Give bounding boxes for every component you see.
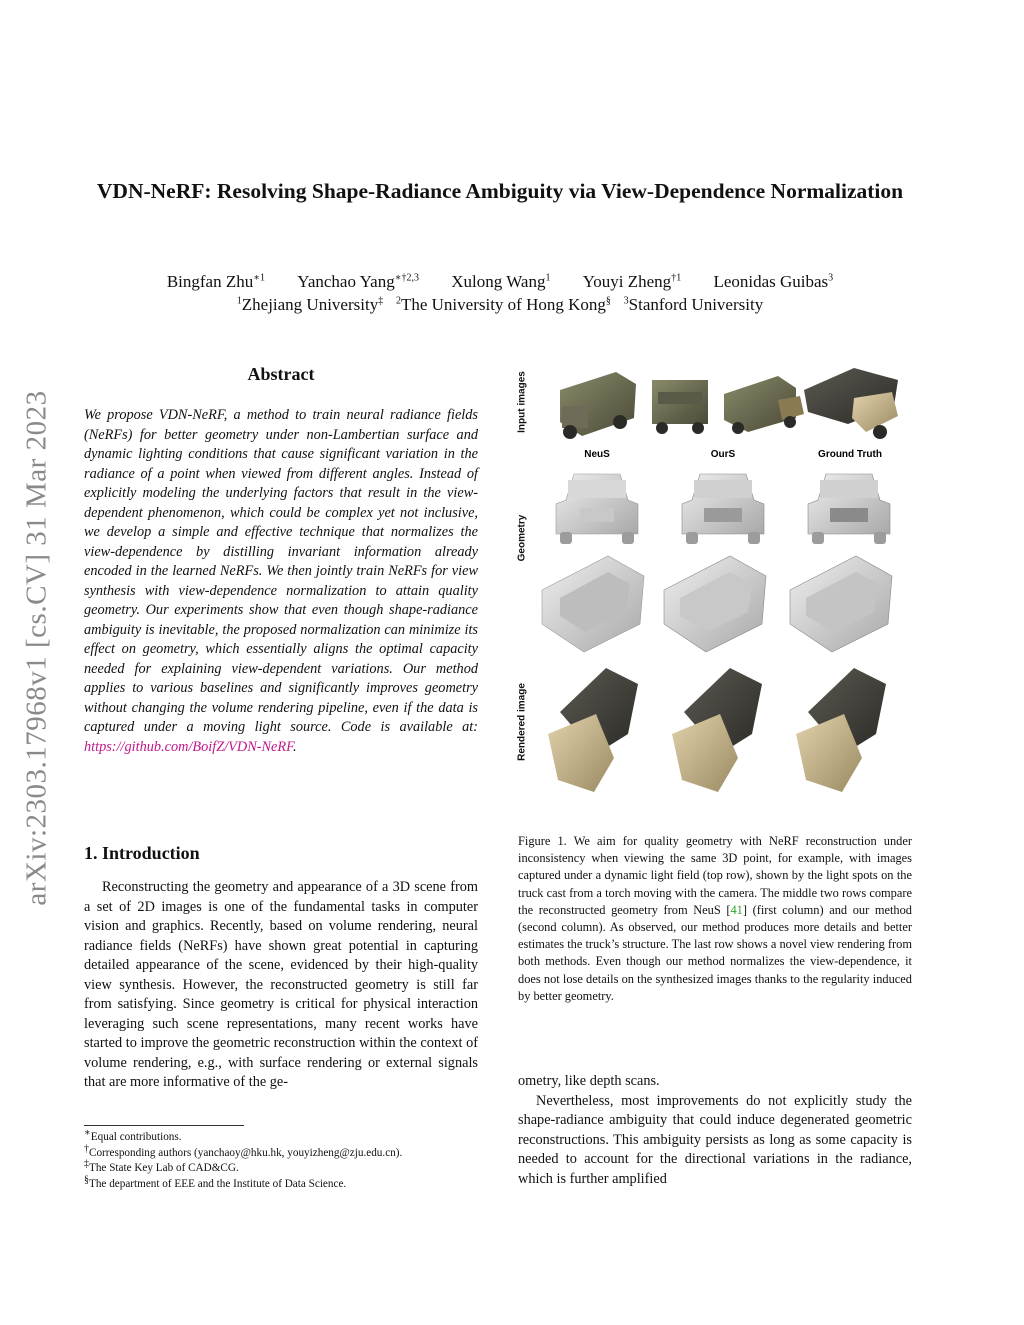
abstract-body: We propose VDN-NeRF, a method to train neural radiance fields (NeRFs) for better geometry under non-Lambertian surface and dynamic lighting conditions that cause significant variation in the radiance of a point when viewed from different angles. Instead of explicitly modeling the underlying factors that result in the view-dependent phenomenon, which could be complex yet not inclusive, we develop a simple and effective technique that normalizes the view-dependence by distilling invariant information already encoded in the learned NeRFs. We then jointly train NeRFs for view synthesis with view-dependence normalization to attain quality geometry. Our experiments show that even though shape-radiance ambiguity is inevitable, the proposed normalization can minimize its effect on geometry, which essentially aligns the optimal capacity needed for explaining view-dependent variations. Our method applies to various baselines and significantly improves geometry without changing the volume rendering pipeline, even if the data is captured under a moving light source. Code is available at: https://github.com/BoifZ/VDN-NeRF.: [84, 407, 478, 755]
figure-1: [508, 362, 918, 810]
column-label-ground-truth: Ground Truth: [818, 449, 882, 460]
affiliation: $^2$The University of Hong Kong§: [395, 295, 611, 314]
code-link[interactable]: https://github.com/BoifZ/VDN-NeRF: [84, 738, 294, 755]
paper-title: VDN-NeRF: Resolving Shape-Radiance Ambiguity via View-Dependence Normalization: [96, 179, 904, 203]
continued-paragraph: ometry, like depth scans.: [518, 1073, 660, 1089]
author-block: [80, 270, 920, 316]
row-label-input-images: Input images: [516, 371, 528, 433]
right-column-text: [518, 1072, 912, 1189]
geometry-bed-ours: [664, 556, 766, 652]
footnote: ‡The State Key Lab of CAD&CG.: [84, 1158, 239, 1174]
body-paragraph: Nevertheless, most improvements do not explicitly study the shape-radiance ambiguity that could induce degenerated geometric reconstructions. This ambiguity persists as long as some capacity is needed to account for the directional variations in the radiance, which is further amplified: [518, 1092, 912, 1187]
affiliation: $^1$Zhejiang University‡: [236, 295, 384, 314]
geometry-bed-ground-truth: [790, 556, 892, 652]
author: Xulong Wang$^1$: [451, 272, 551, 291]
row-label-geometry: Geometry: [516, 514, 528, 562]
column-label-neus: NeuS: [584, 449, 610, 460]
author: Yanchao Yang$^{∗\dagger 2,3}$: [297, 272, 420, 291]
abstract-heading: Abstract: [247, 364, 315, 384]
author: Bingfan Zhu$^{∗1}$: [166, 272, 266, 291]
affiliation: $^3$Stanford University: [623, 295, 764, 314]
section-heading-introduction: 1. Introduction: [84, 843, 200, 863]
input-truck-1: [560, 372, 636, 439]
input-truck-2: [652, 380, 708, 434]
citation-link[interactable]: 41: [730, 902, 743, 917]
affiliation-list: [80, 293, 920, 316]
row-label-rendered-image: Rendered image: [516, 683, 528, 761]
figure-illustration: [508, 362, 918, 810]
rendered-ground-truth: [796, 668, 886, 792]
author: Youyi Zheng$^{\dagger 1}$: [582, 272, 682, 291]
geometry-bed-neus: [542, 556, 644, 652]
author: Leonidas Guibas$^3$: [713, 272, 834, 291]
rendered-neus: [548, 668, 638, 792]
input-truck-4: [804, 368, 898, 439]
intro-paragraph: Reconstructing the geometry and appearance of a 3D scene from a set of 2D images is one of the fundamental tasks in computer vision and graphics. Recently, based on volume rendering, neural radiance fields (NeRFs) have shown great potential in capturing detailed appearance of the scene, evidenced by their high-quality view synthesis. However, the reconstructed geometry is still far from satisfying. Since geometry is critical for physical interaction leveraging such scene representations, many recent works have started to improve the geometric reconstruction within the context of volume rendering, e.g., with surface rendering or external signals that are more informative of the ge-: [84, 879, 478, 1090]
geometry-front-neus: [556, 474, 638, 544]
input-truck-3: [724, 376, 804, 434]
intro-text: [84, 878, 478, 1093]
footnote-divider: [84, 1125, 244, 1126]
arxiv-sidebar: [14, 352, 60, 944]
author-list: [80, 270, 920, 293]
geometry-front-ours: [682, 474, 764, 544]
column-label-ours: OurS: [710, 449, 736, 460]
geometry-front-ground-truth: [808, 474, 890, 544]
arxiv-identifier: arXiv:2303.17968v1 [cs.CV] 31 Mar 2023: [20, 390, 53, 906]
figure-caption: Figure 1. We aim for quality geometry with NeRF reconstruction under inconsistency when viewing the same 3D point, for example, with images captured under a dynamic light field (top row), shown by the light spots on the truck cast from a torch moving with the camera. The middle two rows compare the reconstructed geometry from NeuS [41] (first column) and our method (second column). As observed, our method produces more details and better estimates the truck’s structure. The last row shows a novel view rendering from both methods. Even though our method normalizes the view-dependence, it does not lose details on the synthesized images thanks to the regularity induced by better geometry.: [518, 834, 912, 1003]
footnote: §The department of EEE and the Institute of Data Science.: [84, 1173, 347, 1190]
footnotes: [84, 1127, 494, 1192]
rendered-ours: [672, 668, 762, 792]
footnote: ∗Equal contributions.: [84, 1127, 182, 1143]
footnote: †Corresponding authors (yanchaoy@hku.hk, youyizheng@zju.edu.cn).: [84, 1142, 403, 1159]
